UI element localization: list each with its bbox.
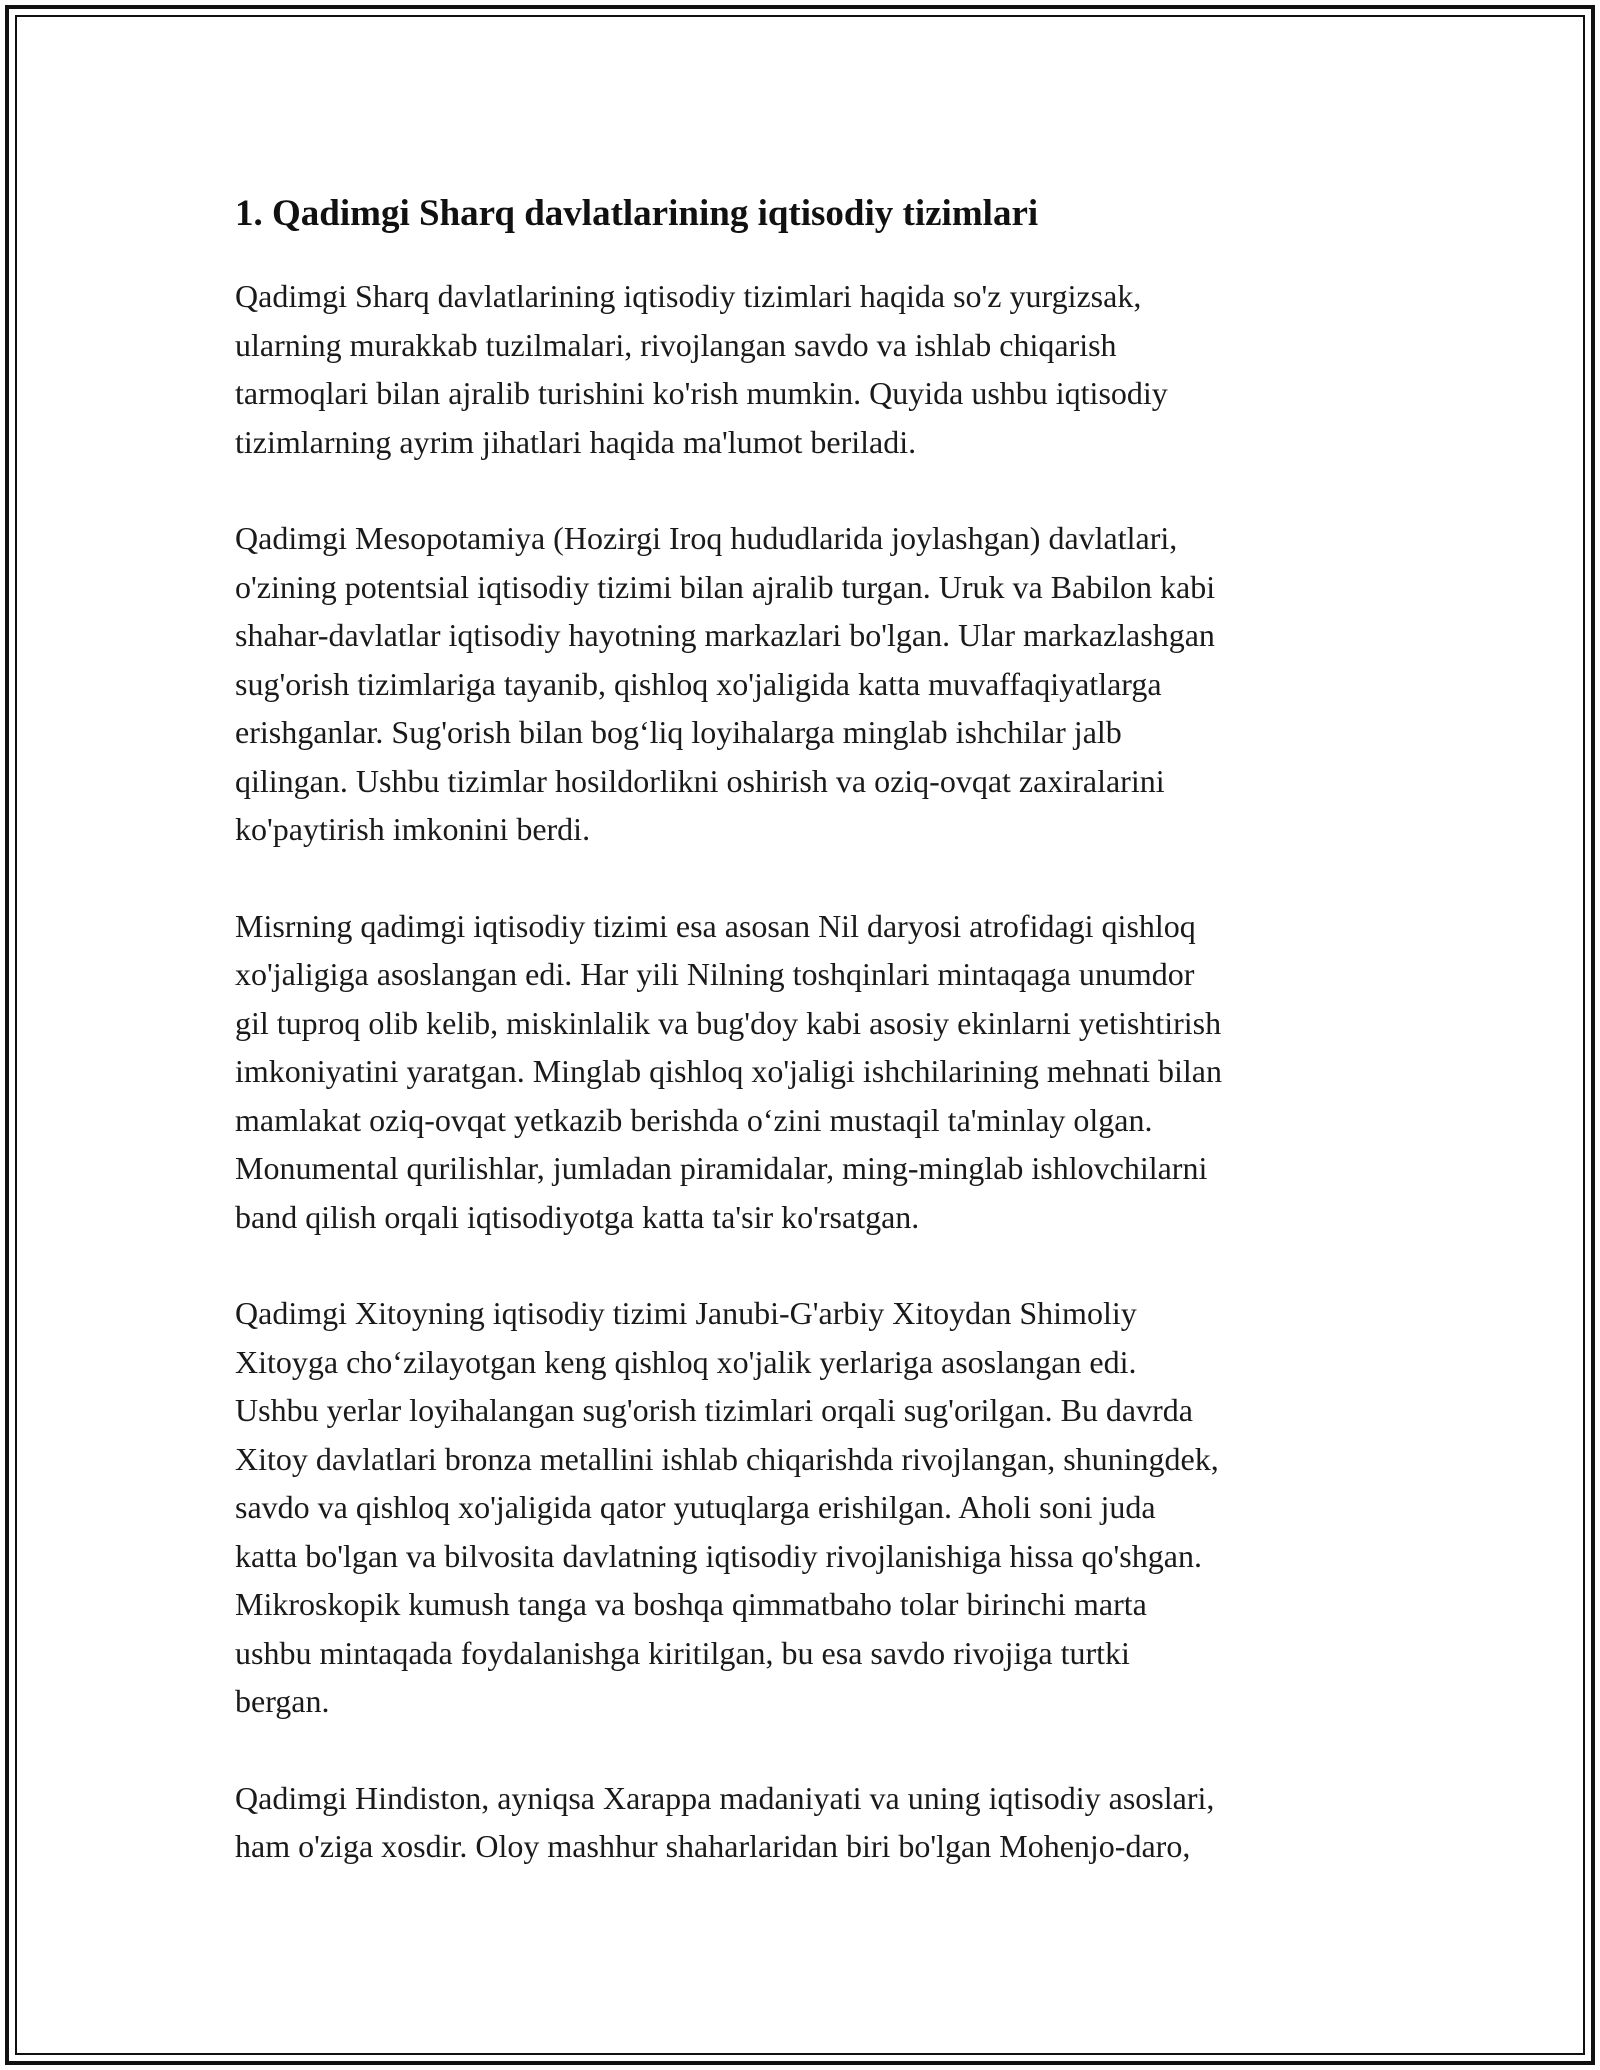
paragraph-line: Mikroskopik kumush tanga va boshqa qimmatbaho tolar birinchi marta	[235, 1586, 1147, 1622]
paragraph-line: Qadimgi Xitoyning iqtisodiy tizimi Janubi-G'arbiy Xitoydan Shimoliy	[235, 1295, 1137, 1331]
paragraph-line: tarmoqlari bilan ajralib turishini ko'rish mumkin. Quyida ushbu iqtisodiy	[235, 375, 1168, 411]
paragraph-line: imkoniyatini yaratgan. Minglab qishloq xo'jaligi ishchilarining mehnati bilan	[235, 1053, 1222, 1089]
paragraph-line: o'zining potentsial iqtisodiy tizimi bilan ajralib turgan. Uruk va Babilon kabi	[235, 568, 1216, 605]
paragraph-china	[235, 1289, 1370, 1726]
paragraph-line: mamlakat oziq-ovqat yetkazib berishda o‘zini mustaqil ta'minlay olgan.	[235, 1101, 1153, 1138]
paragraph-line: katta bo'lgan va bilvosita davlatning iqtisodiy rivojlanishiga hissa qo'shgan.	[235, 1537, 1202, 1574]
paragraph-line: ularning murakkab tuzilmalari, rivojlangan savdo va ishlab chiqarish	[235, 326, 1117, 363]
paragraph-line: qilingan. Ushbu tizimlar hosildorlikni oshirish va oziq-ovqat zaxiralarini	[235, 762, 1165, 799]
paragraph-intro	[235, 272, 1370, 466]
paragraph-line: ko'paytirish imkonini berdi.	[235, 811, 591, 847]
paragraph-line: band qilish orqali iqtisodiyotga katta ta'sir ko'rsatgan.	[235, 1198, 920, 1235]
paragraph-line: ushbu mintaqada foydalanishga kiritilgan, bu esa savdo rivojiga turtki	[235, 1634, 1130, 1671]
paragraph-line: savdo va qishloq xo'jaligida qator yutuqlarga erishilgan. Aholi soni juda	[235, 1489, 1156, 1525]
paragraph-line: sug'orish tizimlariga tayanib, qishloq xo'jaligida katta muvaffaqiyatlarga	[235, 665, 1162, 702]
paragraph-line: Qadimgi Hindiston, ayniqsa Xarappa madaniyati va uning iqtisodiy asoslari,	[235, 1779, 1215, 1816]
paragraph-line: shahar-davlatlar iqtisodiy hayotning markazlari bo'lgan. Ular markazlashgan	[235, 617, 1215, 653]
paragraph-line: Monumental qurilishlar, jumladan piramidalar, ming-minglab ishlovchilarni	[235, 1150, 1208, 1186]
document-body	[235, 186, 1370, 1919]
paragraph-india	[235, 1774, 1370, 1871]
section-heading: 1. Qadimgi Sharq davlatlarining iqtisodiy tizimlari	[235, 193, 1039, 234]
paragraph-line: ham o'ziga xosdir. Oloy mashhur shaharlaridan biri bo'lgan Mohenjo-daro,	[235, 1828, 1191, 1864]
paragraph-line: Qadimgi Mesopotamiya (Hozirgi Iroq hududlarida joylashgan) davlatlari,	[235, 520, 1178, 556]
paragraph-line: Qadimgi Sharq davlatlarining iqtisodiy tizimlari haqida so'z yurgizsak,	[235, 278, 1142, 314]
paragraph-line: Ushbu yerlar loyihalangan sug'orish tizimlari orqali sug'orilgan. Bu davrda	[235, 1392, 1193, 1428]
paragraph-mesopotamia	[235, 514, 1370, 854]
paragraph-line: Misrning qadimgi iqtisodiy tizimi esa asosan Nil daryosi atrofidagi qishloq	[235, 907, 1196, 944]
paragraph-line: bergan.	[235, 1683, 330, 1719]
paragraph-line: tizimlarning ayrim jihatlari haqida ma'lumot beriladi.	[235, 423, 917, 460]
paragraph-line: erishganlar. Sug'orish bilan bog‘liq loyihalarga minglab ishchilar jalb	[235, 714, 1122, 750]
paragraph-line: gil tuproq olib kelib, miskinlalik va bug'doy kabi asosiy ekinlarni yetishtirish	[235, 1004, 1222, 1041]
paragraph-line: Xitoyga cho‘zilayotgan keng qishloq xo'jalik yerlariga asoslangan edi.	[235, 1343, 1137, 1380]
paragraph-line: Xitoy davlatlari bronza metallini ishlab chiqarishda rivojlangan, shuningdek,	[235, 1440, 1219, 1477]
paragraph-line: xo'jaligiga asoslangan edi. Har yili Nilning toshqinlari mintaqaga unumdor	[235, 956, 1195, 992]
paragraph-egypt	[235, 902, 1370, 1242]
